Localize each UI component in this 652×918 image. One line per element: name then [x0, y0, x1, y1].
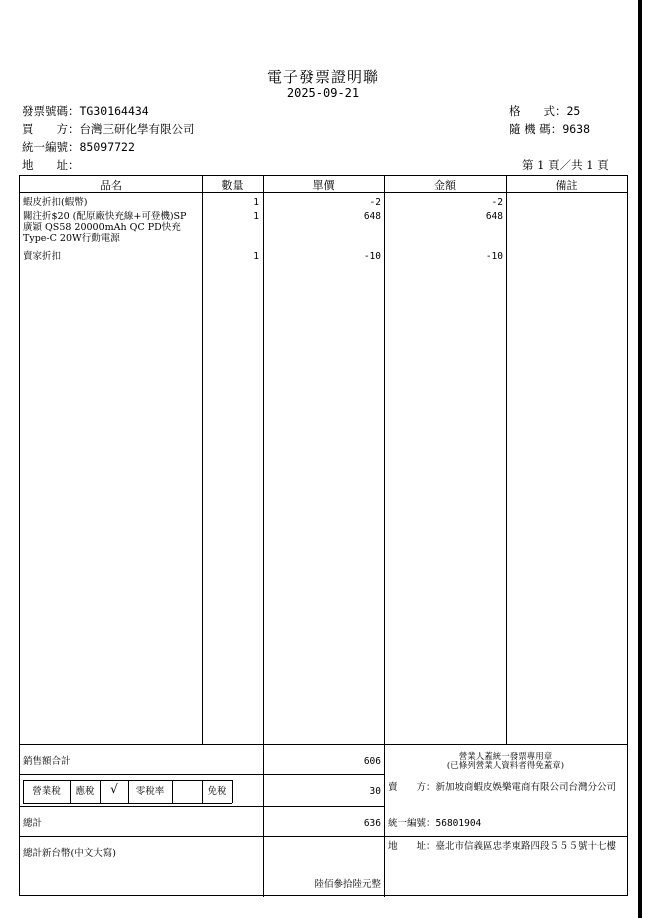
seller-value: 新加坡商蝦皮娛樂電商有限公司台灣分公司: [435, 782, 617, 793]
invoice-table: [19, 175, 628, 896]
buyer-tax-id-value: 85097722: [79, 140, 135, 154]
random-code: [509, 121, 590, 137]
seller-stamp-line1: 營業人蓋統一發票專用章: [458, 752, 553, 762]
header-item-name: 品名: [100, 179, 122, 192]
invoice-number-value: TG30164434: [79, 104, 149, 118]
item-amount: -2: [491, 197, 503, 208]
buyer-address-label: 地 址：: [22, 158, 80, 172]
seller-label: 賣 方：: [388, 782, 436, 793]
random-code-label: 隨 機 碼：: [509, 122, 563, 136]
seller-stamp-note: [384, 753, 627, 771]
buyer-label: 買 方：: [22, 122, 80, 136]
buyer: [22, 121, 195, 137]
random-code-value: 9638: [562, 122, 591, 136]
header-quantity: 數量: [221, 179, 244, 192]
seller-address-label: 地 址：: [388, 841, 436, 852]
invoice-format-value: 25: [566, 104, 581, 118]
item-unit-price: 648: [363, 211, 381, 222]
item-quantity: 1: [253, 197, 259, 208]
page-indicator: 第 1 頁／共 1 頁: [522, 158, 609, 172]
sales-total-label: 銷售額合計: [23, 756, 71, 767]
header-amount: 金額: [434, 179, 456, 192]
item-name: 關注折$20 (配原廠快充線+可登機)SP廣穎 QS58 20000mAh QC PD快充Type-C 20W行動電源: [23, 211, 187, 244]
item-amount: 648: [485, 211, 503, 222]
buyer-value: 台灣三研化學有限公司: [79, 122, 195, 136]
page-edge: [638, 0, 642, 918]
item-quantity: 1: [253, 251, 259, 262]
header-unit-price: 單價: [312, 179, 335, 192]
seller-tax-id-label: 統一編號：: [388, 818, 436, 829]
tax-exempt-label: 免稅: [207, 786, 227, 797]
buyer-tax-id-label: 統一編號：: [22, 140, 80, 154]
item-unit-price: -2: [369, 197, 381, 208]
item-unit-price: -10: [363, 251, 381, 262]
seller-tax-id-value: 56801904: [435, 818, 482, 829]
tax-value: 30: [369, 786, 381, 797]
sales-total-value: 606: [363, 756, 381, 767]
seller-address-value: 臺北市信義區忠孝東路四段５５５號十七樓: [435, 841, 617, 852]
zero-rate-label: 零稅率: [135, 786, 165, 797]
item-amount: -10: [485, 251, 503, 262]
seller-stamp-line2: (已條列營業人資料者得免蓋章): [446, 761, 565, 771]
taxable-label: 應稅: [75, 786, 95, 797]
total-chinese-label: 總計新台幣(中文大寫): [23, 848, 116, 859]
invoice-format-label: 格 式：: [509, 104, 567, 118]
seller-address: [388, 841, 620, 852]
document-title: 電子發票證明聯: [266, 68, 379, 86]
invoice-format: [509, 103, 580, 119]
item-name: 賣家折扣: [23, 251, 62, 262]
total-value: 636: [363, 818, 381, 829]
item-name: 蝦皮折扣(蝦幣): [23, 197, 88, 208]
invoice-number: [22, 103, 149, 119]
total-label: 總計: [23, 818, 43, 829]
invoice-date: 2025-09-21: [286, 86, 360, 100]
header-remarks: 備註: [555, 179, 578, 192]
buyer-tax-id: [22, 139, 135, 155]
buyer-address: [22, 157, 80, 173]
seller-tax-id: [388, 818, 620, 829]
taxable-checkmark: √: [110, 782, 118, 796]
total-chinese-value: 陸佰參拾陸元整: [314, 879, 381, 890]
invoice-number-label: 發票號碼：: [22, 104, 80, 118]
item-quantity: 1: [253, 211, 259, 222]
seller-info: [388, 782, 620, 793]
business-tax-label: 營業稅: [32, 786, 61, 797]
